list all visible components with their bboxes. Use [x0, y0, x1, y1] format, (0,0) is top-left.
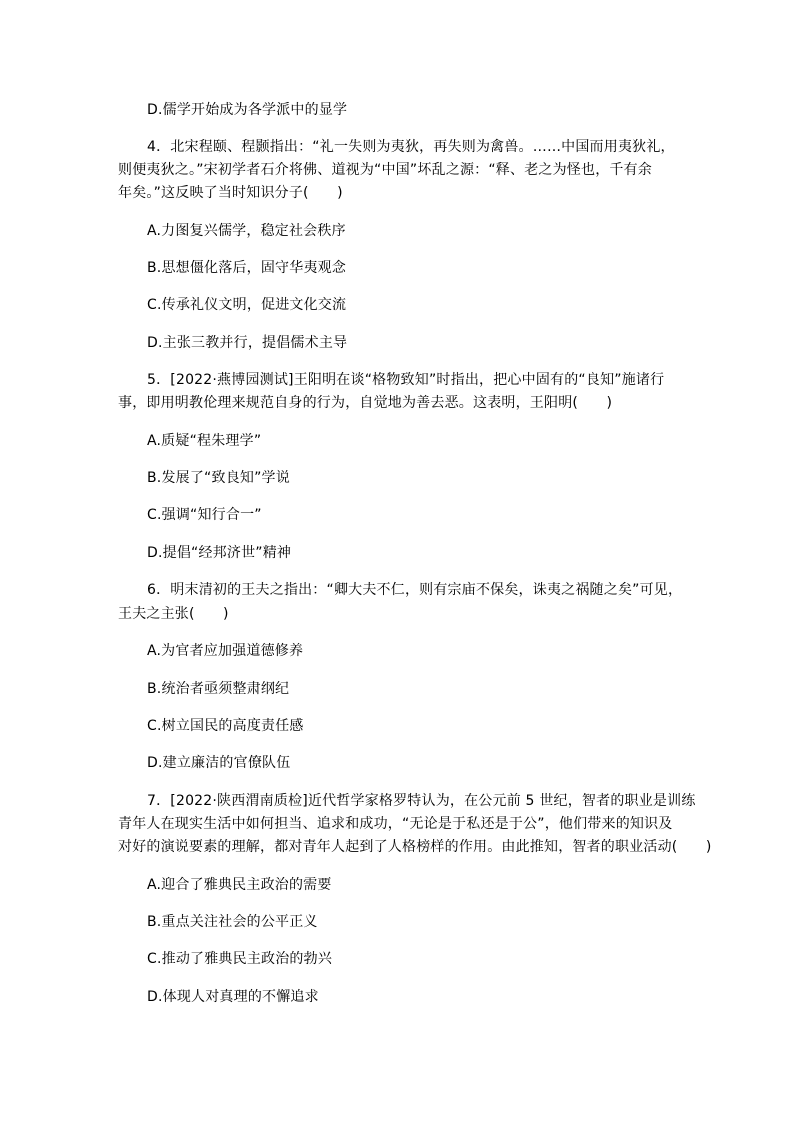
- q5-option-a: A.质疑“程朱理学”: [147, 433, 262, 449]
- q7-stem-line-3: 对好的演说要素的理解，都对青年人起到了人格榜样的作用。由此推知，智者的职业活动( ): [118, 839, 712, 855]
- q4-option-d: D.主张三教并行，提倡儒术主导: [147, 335, 348, 351]
- q6-option-c: C.树立国民的高度责任感: [147, 718, 304, 734]
- q7-stem-line-2: 青年人在现实生活中如何担当、追求和成功，“无论是于私还是于公”，他们带来的知识及: [118, 816, 673, 832]
- q4-option-c: C.传承礼仪文明，促进文化交流: [147, 297, 347, 313]
- q5-stem-line-1: 5．[2022·燕博园测试]王阳明在谈“格物致知”时指出，把心中固有的“良知”施诸行: [147, 372, 665, 388]
- q5-stem-line-2: 事，即用明教伦理来规范自身的行为，自觉地为善去恶。这表明，王阳明( ): [118, 395, 613, 411]
- q6-option-d: D.建立廉洁的官僚队伍: [147, 755, 291, 771]
- q3-option-d: D.儒学开始成为各学派中的显学: [147, 102, 348, 118]
- q7-option-b: B.重点关注社会的公平正义: [147, 914, 318, 930]
- q6-option-b: B.统治者亟须整肃纲纪: [147, 681, 290, 697]
- q7-option-a: A.迎合了雅典民主政治的需要: [147, 877, 332, 893]
- q6-stem-line-2: 王夫之主张( ): [118, 606, 229, 622]
- q6-stem-line-1: 6．明末清初的王夫之指出：“卿大夫不仁，则有宗庙不保矣，诛夷之祸随之矣”可见，: [147, 582, 683, 598]
- q7-option-d: D.体现人对真理的不懈追求: [147, 989, 319, 1005]
- q7-option-c: C.推动了雅典民主政治的勃兴: [147, 951, 333, 967]
- q4-stem-line-3: 年矣。”这反映了当时知识分子( ): [118, 185, 343, 201]
- q6-option-a: A.为官者应加强道德修养: [147, 643, 304, 659]
- q4-stem-line-1: 4．北宋程颐、程颢指出：“礼一失则为夷狄，再失则为禽兽。……中国而用夷狄礼，: [147, 139, 675, 155]
- q5-option-c: C.强调“知行合一”: [147, 507, 262, 523]
- q4-stem-line-2: 则便夷狄之。”宋初学者石介将佛、道视为“中国”坏乱之源：“释、老之为怪也，千有余: [118, 162, 653, 178]
- q5-option-d: D.提倡“经邦济世”精神: [147, 545, 292, 561]
- q4-option-b: B.思想僵化落后，固守华夷观念: [147, 260, 347, 276]
- q7-stem-line-1: 7．[2022·陕西渭南质检]近代哲学家格罗特认为，在公元前 5 世纪，智者的职业是训练: [147, 793, 696, 809]
- q5-option-b: B.发展了“致良知”学说: [147, 470, 290, 486]
- q4-option-a: A.力图复兴儒学，稳定社会秩序: [147, 223, 346, 239]
